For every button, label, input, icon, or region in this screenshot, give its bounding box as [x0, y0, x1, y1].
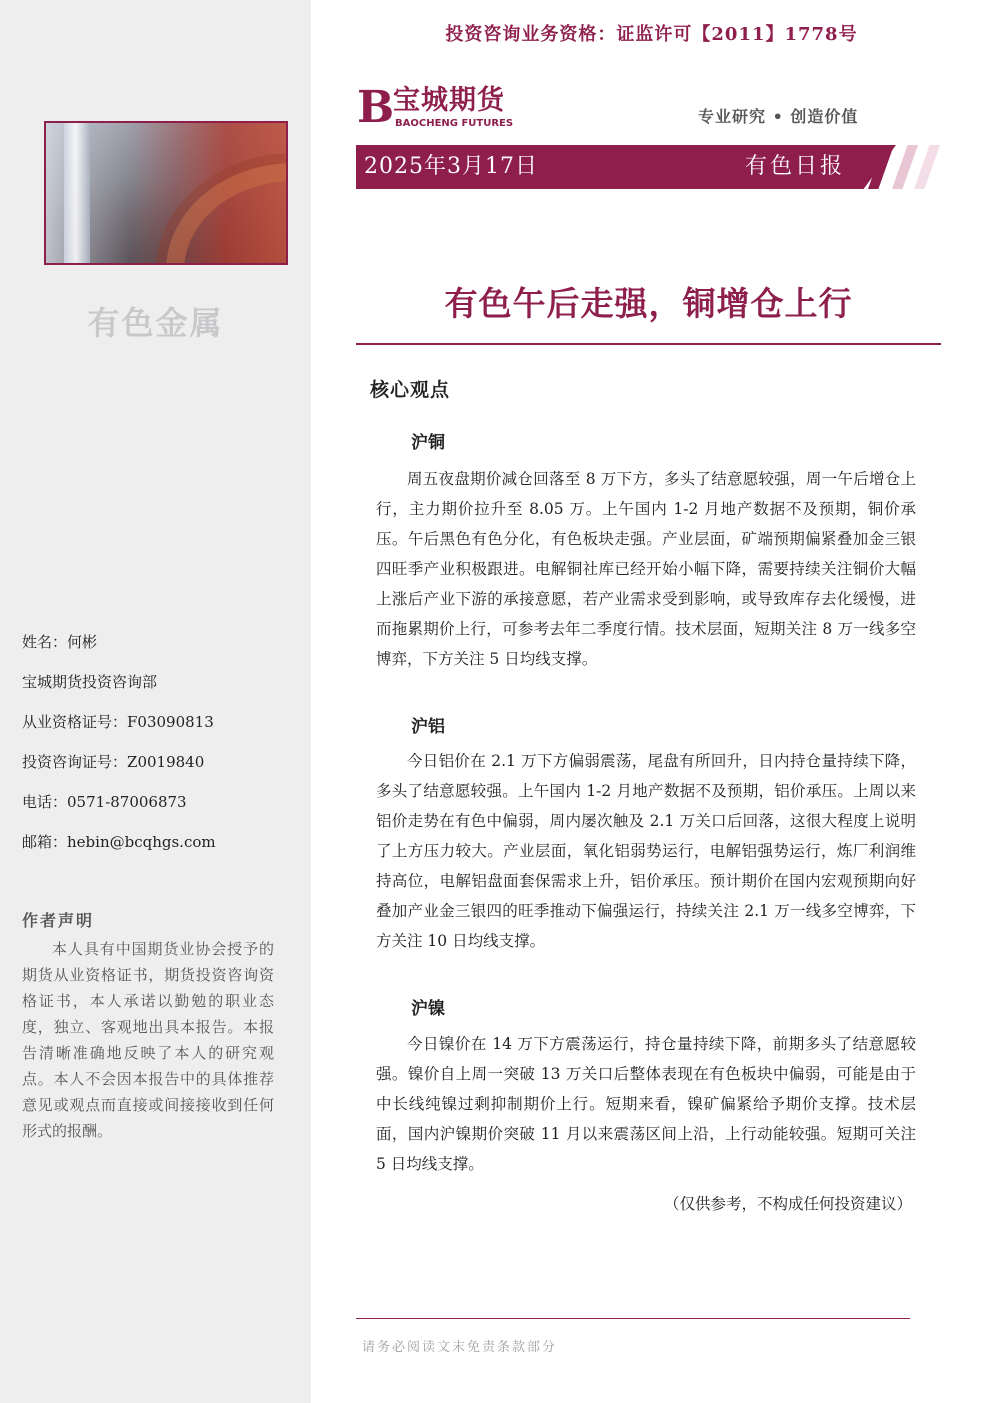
footer-divider	[356, 1318, 910, 1319]
author-phone-value: 0571-87006873	[67, 793, 187, 811]
title-divider	[356, 343, 941, 345]
author-advisory-value: Z0019840	[127, 753, 205, 771]
author-license-label: 从业资格证号：	[22, 713, 128, 731]
aluminum-heading: 沪铝	[411, 717, 445, 737]
author-advisory-row	[22, 750, 292, 790]
author-phone-label: 电话：	[22, 793, 68, 811]
author-name-label: 姓名：	[22, 633, 68, 651]
copper-heading: 沪铜	[411, 433, 445, 453]
logo-cn-text: 宝城期货	[393, 85, 505, 116]
author-info	[22, 630, 292, 870]
author-dept-row	[22, 670, 292, 710]
section-heading: 核心观点	[370, 379, 451, 401]
author-name-value: 何彬	[67, 633, 98, 651]
investment-disclaimer: （仅供参考，不构成任何投资建议）	[663, 1195, 912, 1213]
logo-en-text: BAOCHENG FUTURES	[395, 118, 514, 129]
sector-label: 有色金属	[87, 304, 224, 342]
author-email-row	[22, 830, 292, 870]
sidebar	[0, 0, 311, 1403]
logo-b-icon: B	[357, 82, 395, 133]
author-email-value[interactable]: hebin@bcqhgs.com	[67, 833, 216, 851]
copper-coil-graphic	[166, 163, 288, 265]
author-dept-value: 宝城期货投资咨询部	[22, 673, 158, 691]
declaration-title: 作者声明	[22, 911, 95, 930]
author-advisory-label: 投资咨询证号：	[22, 753, 128, 771]
author-license-row	[22, 710, 292, 750]
nickel-body: 今日镍价在 14 万下方震荡运行，持仓量持续下降，前期多头了结意愿较强。镍价自上周一突破 13 万关口后整体表现在有色板块中偏弱，可能是由于中长线纯镍过剩抑制期价上行。短期来看，镍矿偏紧给予期价支撑。技术层面，国内沪镍期价突破 11 月以来震荡区间上沿，上行动能较强。短期可关注 5 日均线支撑。	[376, 1035, 916, 1173]
author-email-label: 邮箱：	[22, 833, 68, 851]
date-bar-stripe-light	[892, 145, 918, 189]
declaration-body: 本人具有中国期货业协会授予的期货从业资格证书，期货投资咨询资格证书，本人承诺以勤勉的职业态度，独立、客观地出具本报告。本报告清晰准确地反映了本人的研究观点。本人不会因本报告中的具体推荐意见或观点而直接或间接接收到任何形式的报酬。	[22, 940, 274, 1140]
report-date: 2025年3月17日	[364, 154, 538, 179]
author-name-row	[22, 630, 292, 670]
aluminum-body: 今日铝价在 2.1 万下方偏弱震荡，尾盘有所回升，日内持仓量持续下降，多头了结意愿较强。上午国内 1-2 月地产数据不及预期，铝价承压。上周以来铝价走势在有色中偏弱，周内屡次触及 2.1 万关口后回落，这很大程度上说明了上方压力较大。产业层面，氧化铝弱势运行，电解铝强势运行，炼厂利润维持高位，电解铝盘面套保需求上升，铝价承压。预计期价在国内宏观预期向好叠加产业金三银四的旺季推动下偏强运行，持续关注 2.1 万一线多空博弈，下方关注 10 日均线支撑。	[376, 752, 916, 950]
metal-rod-graphic	[64, 123, 90, 263]
author-license-value: F03090813	[127, 713, 214, 731]
report-title: 有色午后走强，铜增仓上行	[444, 284, 853, 323]
nickel-heading: 沪镍	[411, 999, 445, 1019]
date-bar-stripe-faint	[914, 145, 940, 189]
company-logo	[357, 82, 527, 133]
cover-photo	[44, 121, 288, 265]
copper-body: 周五夜盘期价减仓回落至 8 万下方，多头了结意愿较强，周一午后增仓上行，主力期价拉升至 8.05 万。上午国内 1-2 月地产数据不及预期，铜价承压。午后黑色有色分化，有色板块走强。产业层面，矿端预期偏紧叠加金三银四旺季产业积极跟进。电解铜社库已经开始小幅下降，需要持续关注铜价大幅上涨后产业下游的承接意愿，若产业需求受到影响，或导致库存去化缓慢，进而拖累期价上行，可参考去年二季度行情。技术层面，短期关注 8 万一线多空博弈，下方关注 5 日均线支撑。	[376, 470, 916, 668]
report-type: 有色日报	[745, 154, 846, 179]
slogan: 专业研究 • 创造价值	[698, 107, 859, 126]
footer-note: 请务必阅读文末免责条款部分	[362, 1340, 558, 1355]
license-line: 投资咨询业务资格：证监许可【2011】1778号	[445, 24, 858, 45]
author-phone-row	[22, 790, 292, 830]
